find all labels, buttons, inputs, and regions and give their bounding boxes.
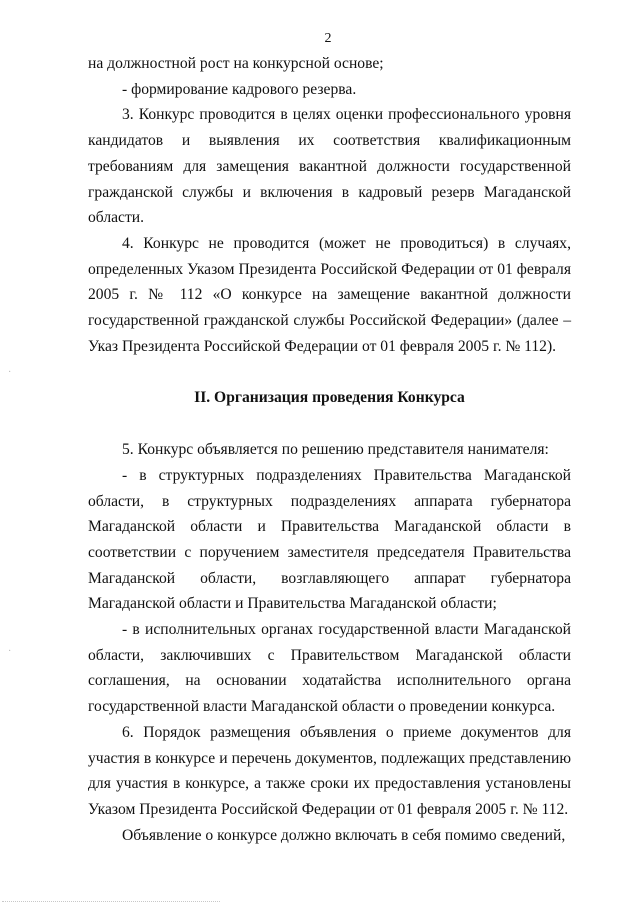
margin-mark: · xyxy=(8,646,12,657)
paragraph: на должностной рост на конкурсной основе; xyxy=(88,55,384,72)
list-item: - в исполнительных органах государственной власти Магаданской области, заключивших с Правительством Магаданской области соглашения, на основании ходатайства исполнительного органа государственной власти Магаданской области о проведении конкурса. xyxy=(88,621,571,716)
page-number: 2 xyxy=(324,31,332,46)
document-body xyxy=(88,51,571,848)
paragraph: 3. Конкурс проводится в целях оценки профессионального уровня кандидатов и выявления их соответствия квалификационным требованиям для замещения вакантной должности государственной гражданской службы и включения в кадровый резерв Магаданской области. xyxy=(88,106,571,227)
scan-edge-line xyxy=(2,901,220,902)
list-item: - формирование кадрового резерва. xyxy=(122,80,357,98)
paragraph: Объявление о конкурсе должно включать в себя помимо сведений, xyxy=(122,826,566,844)
list-item: - в структурных подразделениях Правительства Магаданской области, в структурных подразделениях аппарата губернатора Магаданской области и Правительства Магаданской области в соответствии с поручением заместителя председателя Правительства Магаданской области, возглавляющего аппарат губернатора Магаданской области и Правительства Магаданской области; xyxy=(88,466,571,613)
paragraph: 5. Конкурс объявляется по решению представителя нанимателя: xyxy=(122,441,549,459)
paragraph: 6. Порядок размещения объявления о приеме документов для участия в конкурсе и перечень документов, подлежащих представлению для участия в конкурсе, а также сроки их предоставления установлены Указом Президента Российской Федерации от 01 февраля 2005 г. № 112. xyxy=(88,723,571,818)
section-heading: II. Организация проведения Конкурса xyxy=(194,389,465,407)
paragraph: 4. Конкурс не проводится (может не проводиться) в случаях, определенных Указом Президента Российской Федерации от 01 февраля 2005 г. № 112 «О конкурсе на замещение вакантной должности государственной гражданской службы Российской Федерации» (далее – Указ Президента Российской Федерации от 01 февраля 2005 г. № 112). xyxy=(88,234,571,355)
margin-mark: · xyxy=(8,367,12,378)
